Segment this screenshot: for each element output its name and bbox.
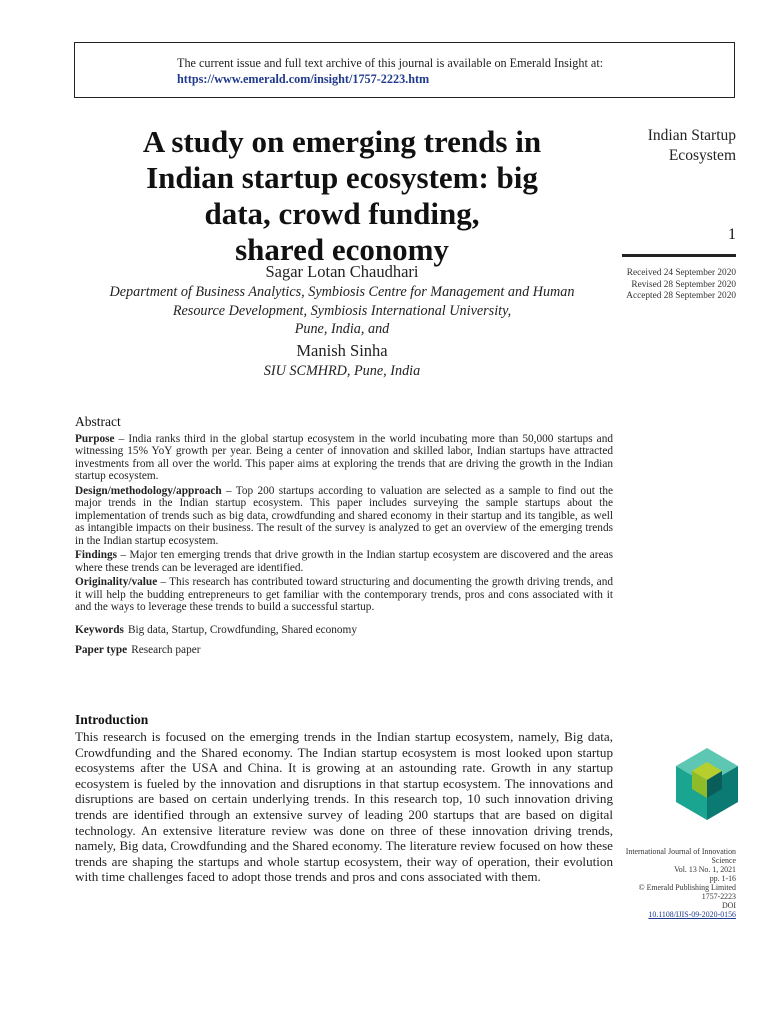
affiliation-line: SIU SCMHRD, Pune, India [263, 363, 421, 379]
journal-copyright: © Emerald Publishing Limited [638, 883, 736, 892]
emerald-logo-icon [676, 748, 738, 820]
abstract-findings [75, 549, 613, 574]
paper-type-label: Paper type [75, 644, 128, 656]
abstract-label: Design/methodology/approach [75, 484, 222, 497]
introduction-heading: Introduction [75, 712, 149, 727]
revised-date: Revised 28 September 2020 [631, 279, 736, 290]
doi-link[interactable]: 10.1108/IJIS-09-2020-0156 [648, 910, 736, 919]
doi-label: DOI [721, 901, 736, 910]
abstract-label: Originality/value [75, 576, 158, 588]
introduction-section [75, 712, 613, 885]
received-dates [612, 268, 736, 303]
keywords-line [75, 624, 613, 637]
abstract-heading: Abstract [75, 414, 121, 429]
abstract-text: – This research has contributed toward structuring and documenting the growth driving trends, and it will help the budding entrepreneurs to get familiar with the contemporary trends, pros and cons associated with it and the ways to leverage these trends to build a successful startup. [75, 576, 613, 613]
notice-text-block [177, 55, 603, 87]
paper-type-value: Research paper [131, 644, 201, 656]
journal-archive-link[interactable]: https://www.emerald.com/insight/1757-2223.htm [177, 72, 430, 86]
title-line: A study on emerging trends in [142, 124, 542, 159]
abstract-text: – Top 200 startups according to valuation are selected as a sample to find out the major trends in the Indian startup ecosystem. This paper includes surveying the sample startups about the implementation of trends such as big data, crowdfunding and shared economy in their startup and its tangible, as well as intangible impacts on their business. The result of the survey is analyzed to get an overview of the emerging trends in the Indian startup ecosystem. [75, 484, 613, 547]
journal-volume: Vol. 13 No. 1, 2021 [674, 865, 736, 874]
introduction-body: This research is focused on the emerging trends in the Indian startup ecosystem, namely, Big data, Crowdfunding and the Shared economy. The Indian startup ecosystem is most looked upon startup ecosystems after the USA and China. It is growing at an astounding rate. Growth in any startup ecosystem is fueled by the innovation and disruptions in that startup ecosystem. The innovations and disruptions are based on certain underlying trends. In this research top, 10 such innovation driving trends are identified through an extensive survey of leading 200 startups that are based on digital technology. An extensive literature review was done on three of these innovation driving trends, namely, Big data, Crowdfunding and the Shared economy. The literature review focused on how these trends are shaping the startups and whole startup ecosystem, their way of operation, their evolution with time challenges faced to adopt those trends and pros and cons associated with them. [75, 729, 613, 885]
affiliation-line: Resource Development, Symbiosis International University, [172, 302, 512, 319]
abstract-text: – Major ten emerging trends that drive growth in the Indian startup ecosystem are discovered and the areas where these trends can be leveraged are identified. [75, 549, 613, 574]
paper-title [74, 124, 610, 268]
accepted-date: Accepted 28 September 2020 [626, 291, 736, 301]
running-title [622, 126, 736, 166]
abstract-purpose [75, 433, 613, 483]
journal-issn: 1757-2223 [701, 892, 736, 901]
abstract-text: – India ranks third in the global startup ecosystem in the world incubating more than 50,000 startups and witnessing 15% YoY growth per year. Being a center of innovation and skilled labor, Indian startups have attracted investments from all over the world. This paper aims at exploring the trends that are driving the growth in the Indian startup ecosystem. [75, 432, 613, 482]
author-affiliation [74, 362, 610, 381]
paper-type-line [75, 644, 613, 657]
title-line: Indian startup ecosystem: big [146, 160, 538, 195]
affiliation-line: Pune, India, and [294, 321, 390, 337]
journal-name: International Journal of Innovation [625, 847, 736, 856]
journal-notice-box [74, 42, 735, 98]
journal-pages: pp. 1-16 [709, 874, 736, 883]
author-name: Manish Sinha [296, 341, 388, 360]
abstract-design [75, 485, 613, 548]
sidebar-divider [622, 254, 736, 257]
title-line: data, crowd funding, [204, 196, 480, 231]
journal-name: Science [711, 856, 736, 865]
journal-doi-line [612, 901, 736, 919]
notice-text: The current issue and full text archive of this journal is available on Emerald Insight at: [177, 56, 604, 70]
keywords-label: Keywords [75, 623, 124, 636]
author-affiliation [74, 283, 610, 339]
abstract-section [75, 416, 613, 657]
abstract-label: Purpose [75, 432, 115, 445]
running-title-line: Ecosystem [668, 147, 736, 164]
received-date: Received 24 September 2020 [626, 268, 736, 278]
affiliation-line: Department of Business Analytics, Symbiosis Centre for Management and Human [109, 284, 575, 300]
author-name: Sagar Lotan Chaudhari [265, 262, 419, 281]
page-number: 1 [728, 226, 736, 243]
running-title-line: Indian Startup [647, 127, 736, 144]
journal-info [612, 847, 736, 919]
abstract-label: Findings [75, 549, 118, 561]
title-line: shared economy [235, 232, 449, 267]
abstract-originality [75, 576, 613, 614]
keywords-value: Big data, Startup, Crowdfunding, Shared economy [127, 623, 357, 636]
